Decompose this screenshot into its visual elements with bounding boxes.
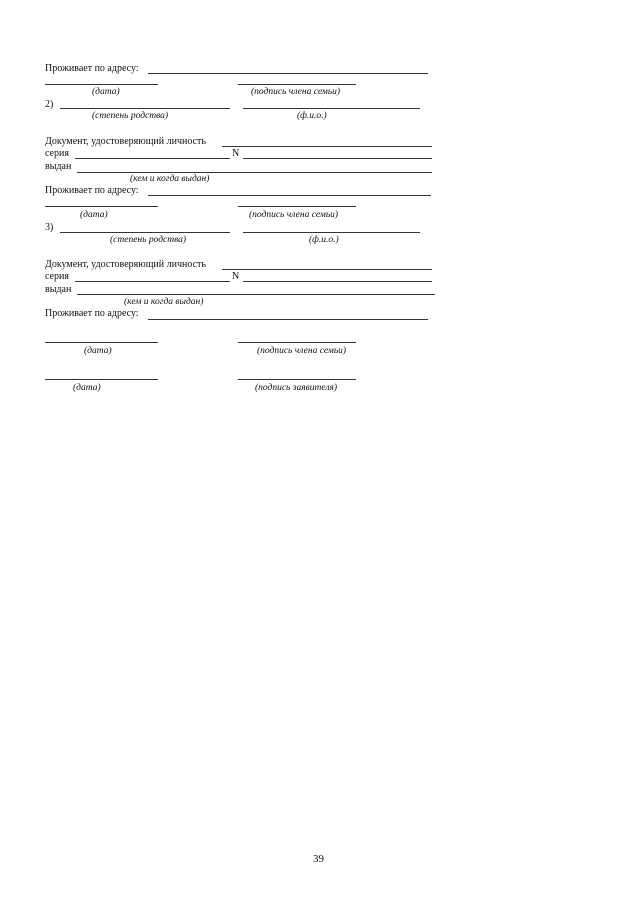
number-line-3 (243, 281, 432, 282)
date-caption-1: (дата) (92, 87, 120, 97)
signature-line-3 (238, 342, 356, 343)
issued-by-caption-2: (кем и когда выдан) (130, 174, 210, 184)
issued-line-3 (77, 294, 435, 295)
applicant-date-line (45, 379, 158, 380)
number-label-2: N (232, 148, 240, 159)
relation-line-2 (60, 108, 230, 109)
member-signature-caption-3: (подпись члена семьи) (257, 346, 347, 356)
number-line-2 (243, 158, 432, 159)
fio-line-3 (243, 232, 420, 233)
signature-line-1 (238, 84, 356, 85)
address-line-1 (148, 73, 428, 74)
address-label-2: Проживает по адресу: (45, 185, 139, 196)
document-line-3 (222, 269, 432, 270)
document-label-3: Документ, удостоверяющий личность (45, 259, 206, 270)
series-label-2: серия (45, 148, 69, 159)
date-caption-2: (дата) (80, 210, 108, 220)
signature-line-2 (238, 206, 356, 207)
series-line-2 (75, 158, 230, 159)
applicant-signature-line (238, 379, 356, 380)
fio-line-2 (243, 108, 420, 109)
issued-line-2 (77, 172, 432, 173)
member-number-2: 2) (45, 99, 54, 110)
document-line-2 (222, 146, 432, 147)
date-line-2 (45, 206, 158, 207)
member-signature-caption-1: (подпись члена семьи) (251, 87, 341, 97)
series-label-3: серия (45, 271, 69, 282)
fio-caption-2: (ф.и.о.) (297, 111, 327, 121)
date-line-1 (45, 84, 158, 85)
date-caption-3: (дата) (84, 346, 112, 356)
member-signature-caption-2: (подпись члена семьи) (249, 210, 339, 220)
address-label-3: Проживает по адресу: (45, 308, 139, 319)
fio-caption-3: (ф.и.о.) (309, 235, 339, 245)
address-line-2 (148, 195, 431, 196)
address-line-3 (148, 319, 428, 320)
applicant-date-caption: (дата) (73, 383, 101, 393)
page-number: 39 (313, 853, 324, 865)
series-line-3 (75, 281, 230, 282)
relation-line-3 (60, 232, 230, 233)
member-number-3: 3) (45, 222, 54, 233)
issued-label-3: выдан (45, 284, 72, 295)
issued-by-caption-3: (кем и когда выдан) (124, 297, 204, 307)
relation-caption-2: (степень родства) (92, 111, 169, 121)
date-line-3 (45, 342, 158, 343)
address-label-1: Проживает по адресу: (45, 63, 139, 74)
issued-label-2: выдан (45, 161, 72, 172)
relation-caption-3: (степень родства) (110, 235, 187, 245)
number-label-3: N (232, 271, 240, 282)
applicant-signature-caption: (подпись заявителя) (255, 383, 338, 393)
document-label-2: Документ, удостоверяющий личность (45, 136, 206, 147)
